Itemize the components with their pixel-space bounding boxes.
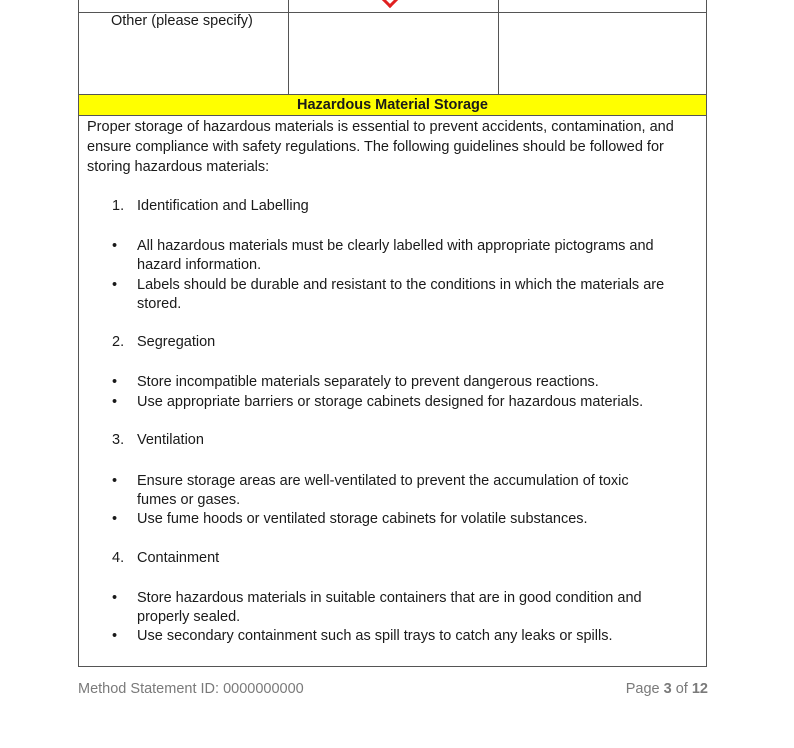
page-total: 12 (691, 681, 708, 697)
item-heading: Containment (137, 550, 220, 566)
intro-paragraph: Proper storage of hazardous materials is essential to prevent accidents, contamination, and ensure compliance with safety regulations. The following guidelines should be followed for storing hazardous materials: (87, 119, 674, 175)
page-current: 3 (663, 681, 672, 697)
table-divider (288, 0, 289, 95)
page-indicator (626, 681, 708, 697)
list-item (112, 472, 672, 509)
bullet-icon: • (112, 511, 118, 527)
section-title: Hazardous Material Storage (78, 94, 707, 116)
bullet-text: Labels should be durable and resistant to the conditions in which the materials are stored. (137, 277, 665, 312)
bullet-text: Use appropriate barriers or storage cabinets designed for hazardous materials. (137, 394, 644, 410)
hazard-pictogram-icon (376, 0, 404, 8)
bullet-icon: • (112, 374, 118, 390)
item-number: 2. (112, 334, 125, 350)
list-item (112, 510, 672, 529)
list-item (112, 373, 672, 392)
item-heading: Ventilation (137, 432, 204, 448)
item-heading: Identification and Labelling (137, 198, 309, 214)
bullet-icon: • (112, 628, 118, 644)
numbered-item (112, 430, 204, 450)
table-divider (498, 0, 499, 95)
list-item (112, 237, 672, 274)
page-prefix: Page (625, 681, 660, 697)
item-number: 3. (112, 432, 125, 448)
bullet-icon: • (112, 277, 118, 293)
other-label: Other (please specify) (111, 13, 253, 29)
numbered-item (112, 548, 219, 568)
list-item (112, 276, 672, 313)
numbered-item (112, 196, 309, 216)
list-item (112, 393, 672, 412)
bullet-icon: • (112, 238, 118, 254)
numbered-item (112, 332, 215, 352)
list-item (112, 589, 672, 626)
bullet-icon: • (112, 473, 118, 489)
bullet-text: Use secondary containment such as spill trays to catch any leaks or spills. (137, 628, 613, 644)
bullet-icon: • (112, 394, 118, 410)
bullet-text: Use fume hoods or ventilated storage cabinets for volatile substances. (137, 511, 588, 527)
bullet-text: Store hazardous materials in suitable containers that are in good condition and properly sealed. (137, 590, 642, 625)
item-number: 4. (112, 550, 125, 566)
bullet-text: Ensure storage areas are well-ventilated to prevent the accumulation of toxic fumes or gases. (137, 473, 629, 508)
bullet-text: Store incompatible materials separately to prevent dangerous reactions. (137, 374, 599, 390)
section-content (78, 116, 707, 667)
bullet-text: All hazardous materials must be clearly labelled with appropriate pictograms and hazard information. (137, 238, 654, 273)
method-statement-id: Method Statement ID: 0000000000 (78, 681, 304, 697)
page-of: of (675, 681, 688, 697)
list-item (112, 627, 672, 646)
bullet-icon: • (112, 590, 118, 606)
pictogram-table (78, 0, 707, 95)
item-number: 1. (112, 198, 125, 214)
item-heading: Segregation (137, 334, 216, 350)
